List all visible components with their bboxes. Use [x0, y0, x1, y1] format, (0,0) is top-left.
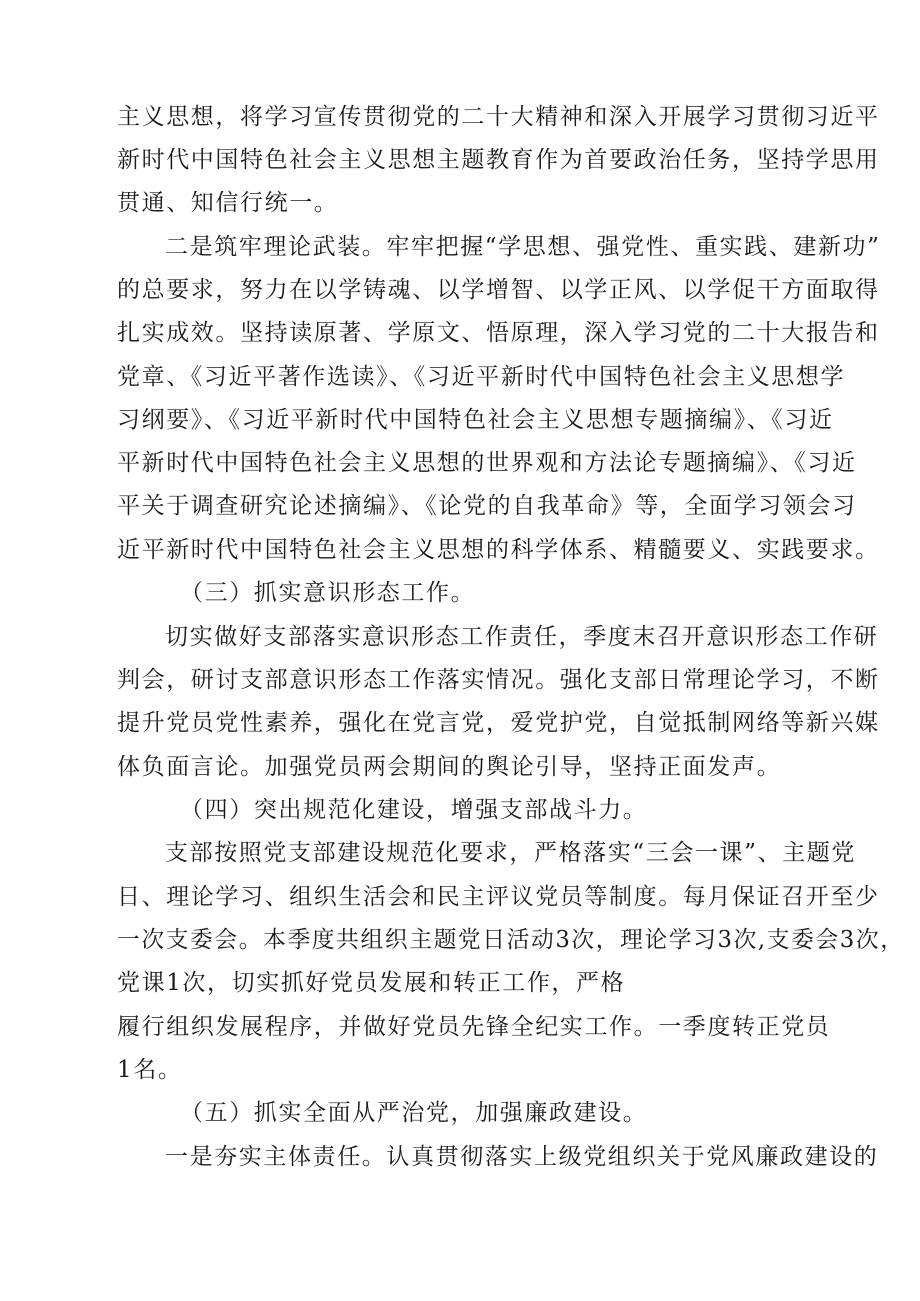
text-line-8: 习纲要》、《习近平新时代中国特色社会主义思想专题摘编》、《习近: [117, 407, 834, 433]
text-line-4: 二是筑牢理论武装。牢牢把握“学思想、强党性、重实践、建新功”: [165, 234, 881, 260]
text-line-21: 党课1次，切实抓好党员发展和转正工作，严格: [117, 970, 626, 996]
text-line-10: 平关于调查研究论述摘编》、《论党的自我革命》等，全面学习领会习: [117, 493, 857, 519]
section-heading-3: （三）抓实意识形态工作。: [180, 580, 476, 606]
text-line-22: 履行组织发展程序，并做好党员先锋全纪实工作。一季度转正党员: [117, 1014, 831, 1040]
text-line-13: 切实做好支部落实意识形态工作责任，季度末召开意识形态工作研: [165, 624, 879, 650]
text-line-2: 新时代中国特色社会主义思想主题教育作为首要政治任务，坚持学思用: [117, 147, 880, 173]
text-line-19: 日、理论学习、组织生活会和民主评议党员等制度。每月保证召开至少: [117, 884, 880, 910]
text-line-7: 党章、《习近平著作选读》、《习近平新时代中国特色社会主义思想学: [117, 364, 846, 390]
text-line-9: 平新时代中国特色社会主义思想的世界观和方法论专题摘编》、《习近: [117, 450, 857, 476]
text-line-6: 扎实成效。坚持读原著、学原文、悟原理，深入学习党的二十大报告和: [117, 320, 880, 346]
text-line-20: 一次支委会。本季度共组织主题党日活动3次，理论学习3次,支委会3次，: [117, 927, 905, 953]
text-line-16: 体负面言论。加强党员两会期间的舆论引导，坚持正面发声。: [117, 754, 782, 780]
text-line-14: 判会，研讨支部意识形态工作落实情况。强化支部日常理论学习，不断: [117, 667, 880, 693]
text-line-15: 提升党员党性素养，强化在党言党，爱党护党，自觉抵制网络等新兴媒: [117, 710, 880, 736]
text-line-1: 主义思想，将学习宣传贯彻党的二十大精神和深入开展学习贯彻习近平: [117, 104, 880, 130]
text-line-18: 支部按照党支部建设规范化要求，严格落实“三会一课”、主题党: [165, 840, 856, 866]
section-heading-4: （四）突出规范化建设，增强支部战斗力。: [180, 797, 648, 823]
text-line-25: 一是夯实主体责任。认真贯彻落实上级党组织关于党风廉政建设的: [165, 1144, 879, 1170]
text-line-5: 的总要求，努力在以学铸魂、以学增智、以学正风、以学促干方面取得: [117, 277, 880, 303]
text-line-3: 贯通、知信行统一。: [117, 190, 339, 216]
section-heading-5: （五）抓实全面从严治党，加强廉政建设。: [180, 1100, 648, 1126]
text-line-23: 1名。: [117, 1057, 183, 1083]
text-line-11: 近平新时代中国特色社会主义思想的科学体系、精髓要义、实践要求。: [117, 537, 880, 563]
